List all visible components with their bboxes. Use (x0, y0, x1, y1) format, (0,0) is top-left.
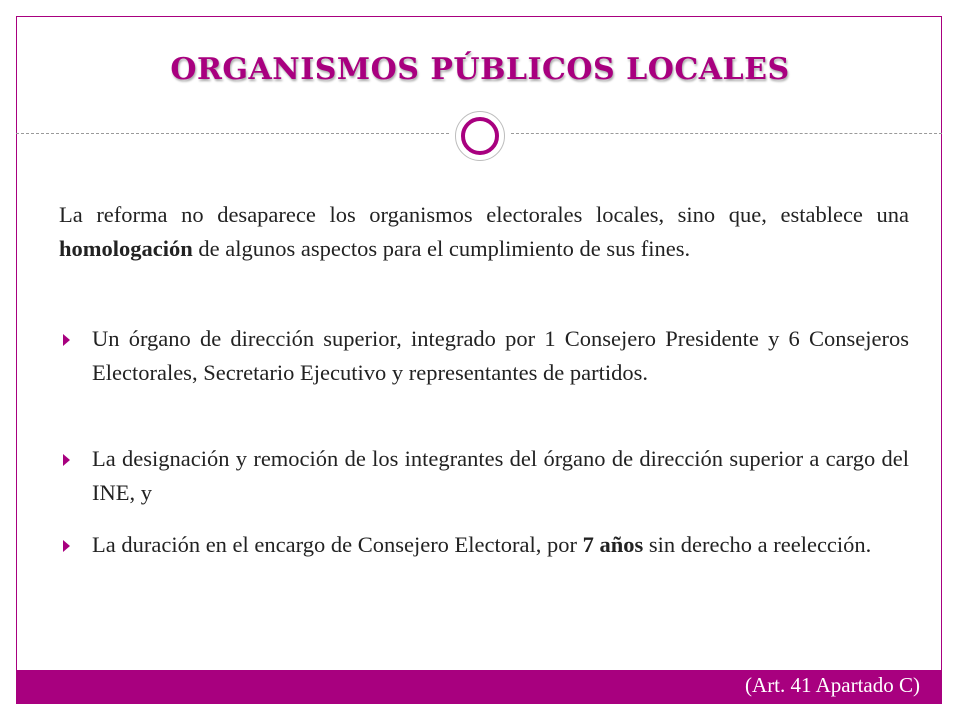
triangle-bullet-icon (63, 454, 70, 466)
intro-text-after: de algunos aspectos para el cumplimiento de sus fines. (192, 236, 691, 261)
bullet-item (63, 442, 909, 510)
bullet-item (63, 322, 909, 390)
footer-citation: (Art. 41 Apartado C) (745, 673, 920, 697)
intro-bold-term: homologación (59, 236, 193, 261)
footer-bar (16, 670, 942, 704)
bullet-text-after: sin derecho a reelección. (643, 532, 872, 557)
bullet-item (63, 528, 909, 562)
triangle-bullet-icon (63, 334, 70, 346)
bullet-bold-term: 7 años (582, 532, 644, 557)
intro-text-before: La reforma no desaparece los organismos electorales locales, sino que, establece una (59, 202, 909, 227)
divider-right (511, 133, 942, 134)
divider-left (16, 133, 449, 134)
bullet-text: Un órgano de dirección superior, integrado por 1 Consejero Presidente y 6 Consejeros Electorales, Secretario Ejecutivo y representantes de partidos. (92, 326, 909, 385)
bullet-text: La designación y remoción de los integrantes del órgano de dirección superior a cargo del INE, y (92, 446, 909, 505)
ring-inner (461, 117, 499, 155)
ring-ornament-icon (455, 111, 505, 161)
triangle-bullet-icon (63, 540, 70, 552)
intro-paragraph (59, 198, 909, 266)
slide-title: ORGANISMOS PÚBLICOS LOCALES (170, 52, 790, 87)
bullet-text-before: La duración en el encargo de Consejero Electoral, por (92, 532, 583, 557)
